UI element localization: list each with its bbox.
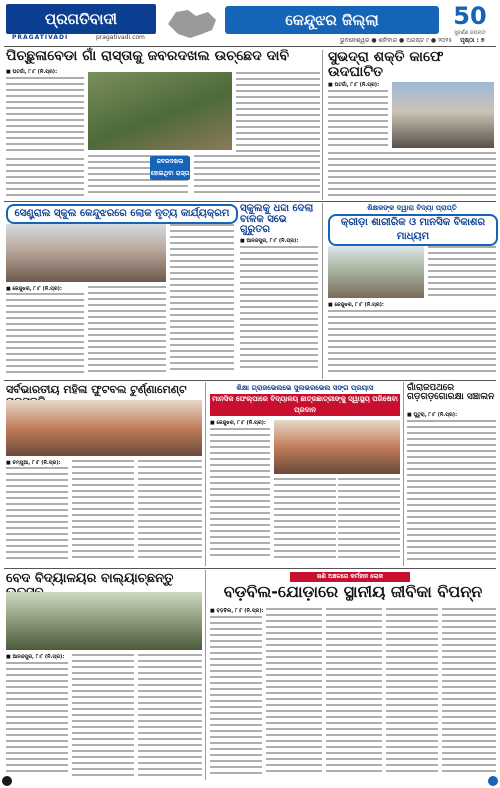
story1-headline: ପିଚ୍ଛୁଳାବେଡା ଗାଁ ରାସ୍ତାକୁ ଜବରଦଖଲ ଉଚ୍ଛେଦ ଦାବି: [6, 48, 289, 64]
story3-headline: ସେଣ୍ଟ୍ରାଲ ସ୍କୁଲ କେନ୍ଦୁଝରରେ ଲୋକ ନୃତ୍ୟ କାର୍ଯ୍ୟକ୍ରମ: [6, 204, 238, 224]
section-divider-3: [4, 568, 496, 569]
story5-headline: କ୍ରୀଡ଼ା ଶାରୀରିକ ଓ ମାନସିକ ବିକାଶର ମାଧ୍ୟମ: [328, 214, 498, 246]
story1-photo: [88, 72, 232, 150]
story10-kicker: ଖଣି ଅଞ୍ଚଳରେ କର୍ମହୀନ ଲୋକ: [290, 572, 410, 582]
logo-url: pragativadi.com: [96, 34, 145, 41]
district-title: କେନ୍ଦୁଝର ଜିଲ୍ଲା: [225, 6, 439, 34]
story4-text: [240, 246, 318, 376]
story10-text-col3: [326, 608, 382, 778]
dateline: [340, 37, 485, 45]
story2-headline: ସୁଭଦ୍ରା ଶକ୍ତି କାଫେ ଉଦଘାଟିତ: [328, 49, 444, 80]
story1-photo-caption: ଜବରଦଖଲ ହୋଇଥିବା ରାସ୍ତା: [150, 156, 190, 180]
story5-photo: [328, 246, 424, 298]
story7-photo: [274, 420, 400, 474]
column-divider-3: [205, 382, 206, 566]
column-divider-4: [403, 382, 404, 566]
column-divider-2: [322, 203, 323, 379]
anniversary-sub: ସୁବର୍ଣ୍ଣ ଜୟନ୍ତୀ: [454, 30, 486, 36]
story6-photo: [6, 400, 202, 456]
story8-byline: ■ ଘୁଟୁରା, ୮।୮ (ନି.ପ୍ର):: [407, 412, 458, 418]
story5-text: [428, 246, 496, 300]
story2-text-col2: [328, 152, 496, 198]
story8-text: [407, 420, 496, 564]
section-divider-1: [4, 201, 496, 202]
story6-headline: ସର୍ବଭାରତୀୟ ମହିଳା ଫୁଟବଲ ଟୁର୍ଣ୍ଣାମେଣ୍ଟ: [6, 383, 187, 396]
story5-text-col2: [328, 310, 496, 376]
story5-byline: ■ କେନ୍ଦୁଝର, ୮।୮ (ନି.ପ୍ର):: [328, 302, 384, 308]
story1-text: [6, 77, 84, 155]
anniversary-number: 50: [453, 2, 487, 30]
story1-byline: ■ ଘଟଗାଁ, ୮।୮ (ନି.ପ୍ର):: [6, 69, 58, 75]
story3-text-col3: [170, 224, 234, 376]
registration-mark: [2, 776, 12, 786]
story7-text-col3: [338, 478, 400, 564]
story6-text-col3: [138, 460, 202, 564]
anniversary-badge: [444, 2, 496, 42]
story7-text: [210, 428, 270, 564]
story10-text-col5: [442, 608, 496, 778]
story10-headline: ବଡ଼ବିଲ-ଯୋଡ଼ାରେ ସ୍ଥାନୀୟ ଜୀବିକା ବିପନ୍ନ: [223, 582, 483, 601]
story9-text: [6, 662, 68, 778]
story4-byline: ■ ଆନନ୍ଦପୁର, ୮।୮ (ନି.ପ୍ର):: [240, 238, 299, 244]
page-number: ପୃଷ୍ଠା : ୭: [460, 37, 485, 44]
story9-text-col3: [138, 654, 202, 778]
story3-text-col2: [88, 286, 166, 376]
story10-byline: ■ ବଡ଼ବିଲ, ୮।୮ (ନି.ପ୍ର):: [210, 608, 264, 614]
story9-byline: ■ ଆନନ୍ଦପୁର, ୮।୮ (ନି.ପ୍ର):: [6, 654, 65, 660]
story6-byline: ■ ଚମ୍ପୁଆ, ୮।୮ (ନି.ପ୍ର):: [6, 460, 61, 466]
story5-kicker: ଶିକ୍ଷକଙ୍କ ଦ୍ୱାରା ବିଦ୍ୟା ପ୍ରାପ୍ତି: [367, 204, 457, 212]
story2-text: [328, 90, 388, 150]
column-divider: [322, 50, 323, 200]
story10-text-col2: [266, 608, 322, 778]
story2-photo: [392, 82, 494, 148]
masthead: [0, 0, 500, 46]
story3-photo: [6, 224, 166, 282]
story7-text-col2: [274, 478, 336, 564]
story6-text-col2: [72, 460, 134, 564]
district-map-icon: [162, 4, 222, 42]
story9-photo: [6, 592, 202, 650]
story7-kicker: ଶିକ୍ଷା ଗ୍ରାଜଭେଲଭେ ସୁଲଭରଭେଲ ସଙ୍ଗ ପ୍ରୟାସ: [236, 384, 374, 392]
story10-text: [210, 616, 262, 778]
story3-byline: ■ କେନ୍ଦୁଝର, ୮।୮ (ନି.ପ୍ର):: [6, 286, 62, 292]
story9-headline: ବେଦ ବିଦ୍ୟାଳୟର ବାଲ୍ୟାଚ୍ଛନ୍ତୁ: [6, 571, 174, 586]
story6-text: [6, 467, 68, 563]
newspaper-logo: ପ୍ରଗତିବାଦୀ: [6, 4, 156, 34]
story1-text-col4: [194, 155, 320, 197]
story4-headline: ସ୍କୁଲକୁ ଧଦ୍ଦା ଦେଲା ବାଳକ ସଭେ ଗୁରୁତର: [240, 203, 314, 235]
section-divider-2: [4, 380, 496, 381]
story3-text: [6, 293, 84, 375]
masthead-divider: [4, 46, 496, 47]
story9-text-col2: [72, 654, 134, 778]
column-divider-5: [205, 570, 206, 780]
date-text: ଭୁବନେଶ୍ୱର ● ଶନିବାର ● ଅଗଷ୍ଟ ୯ ● ୨୦୨୫: [340, 37, 453, 44]
story2-byline: ■ ଘଟଗାଁ, ୮।୮ (ନି.ପ୍ର):: [328, 82, 380, 88]
registration-mark: [488, 776, 498, 786]
story8-headline: ଗାଁରାଜପଥରେ ଗଡ଼ଗଡ଼ଗୋରକ୍ଷା ସଞ୍ଚାଲନ: [407, 383, 495, 403]
logo-subtitle: PRAGATIVADI: [12, 34, 69, 41]
story1-text-col2: [236, 72, 320, 154]
story7-byline: ■ କେନ୍ଦୁଝର, ୮।୮ (ନି.ପ୍ର):: [210, 420, 266, 426]
story7-headline: ମାନସିକ ଫେଲ୍ପାରେ ବିଦ୍ୟାଳୟ ଛାତ୍ରଛାତ୍ରୀଙ୍କୁ ସ୍ୱାସ୍ଥ୍ୟ ପରିଷେବା ପ୍ରଦାନ: [210, 394, 400, 416]
story10-text-col4: [386, 608, 438, 778]
story1-text-col5: [6, 158, 84, 198]
